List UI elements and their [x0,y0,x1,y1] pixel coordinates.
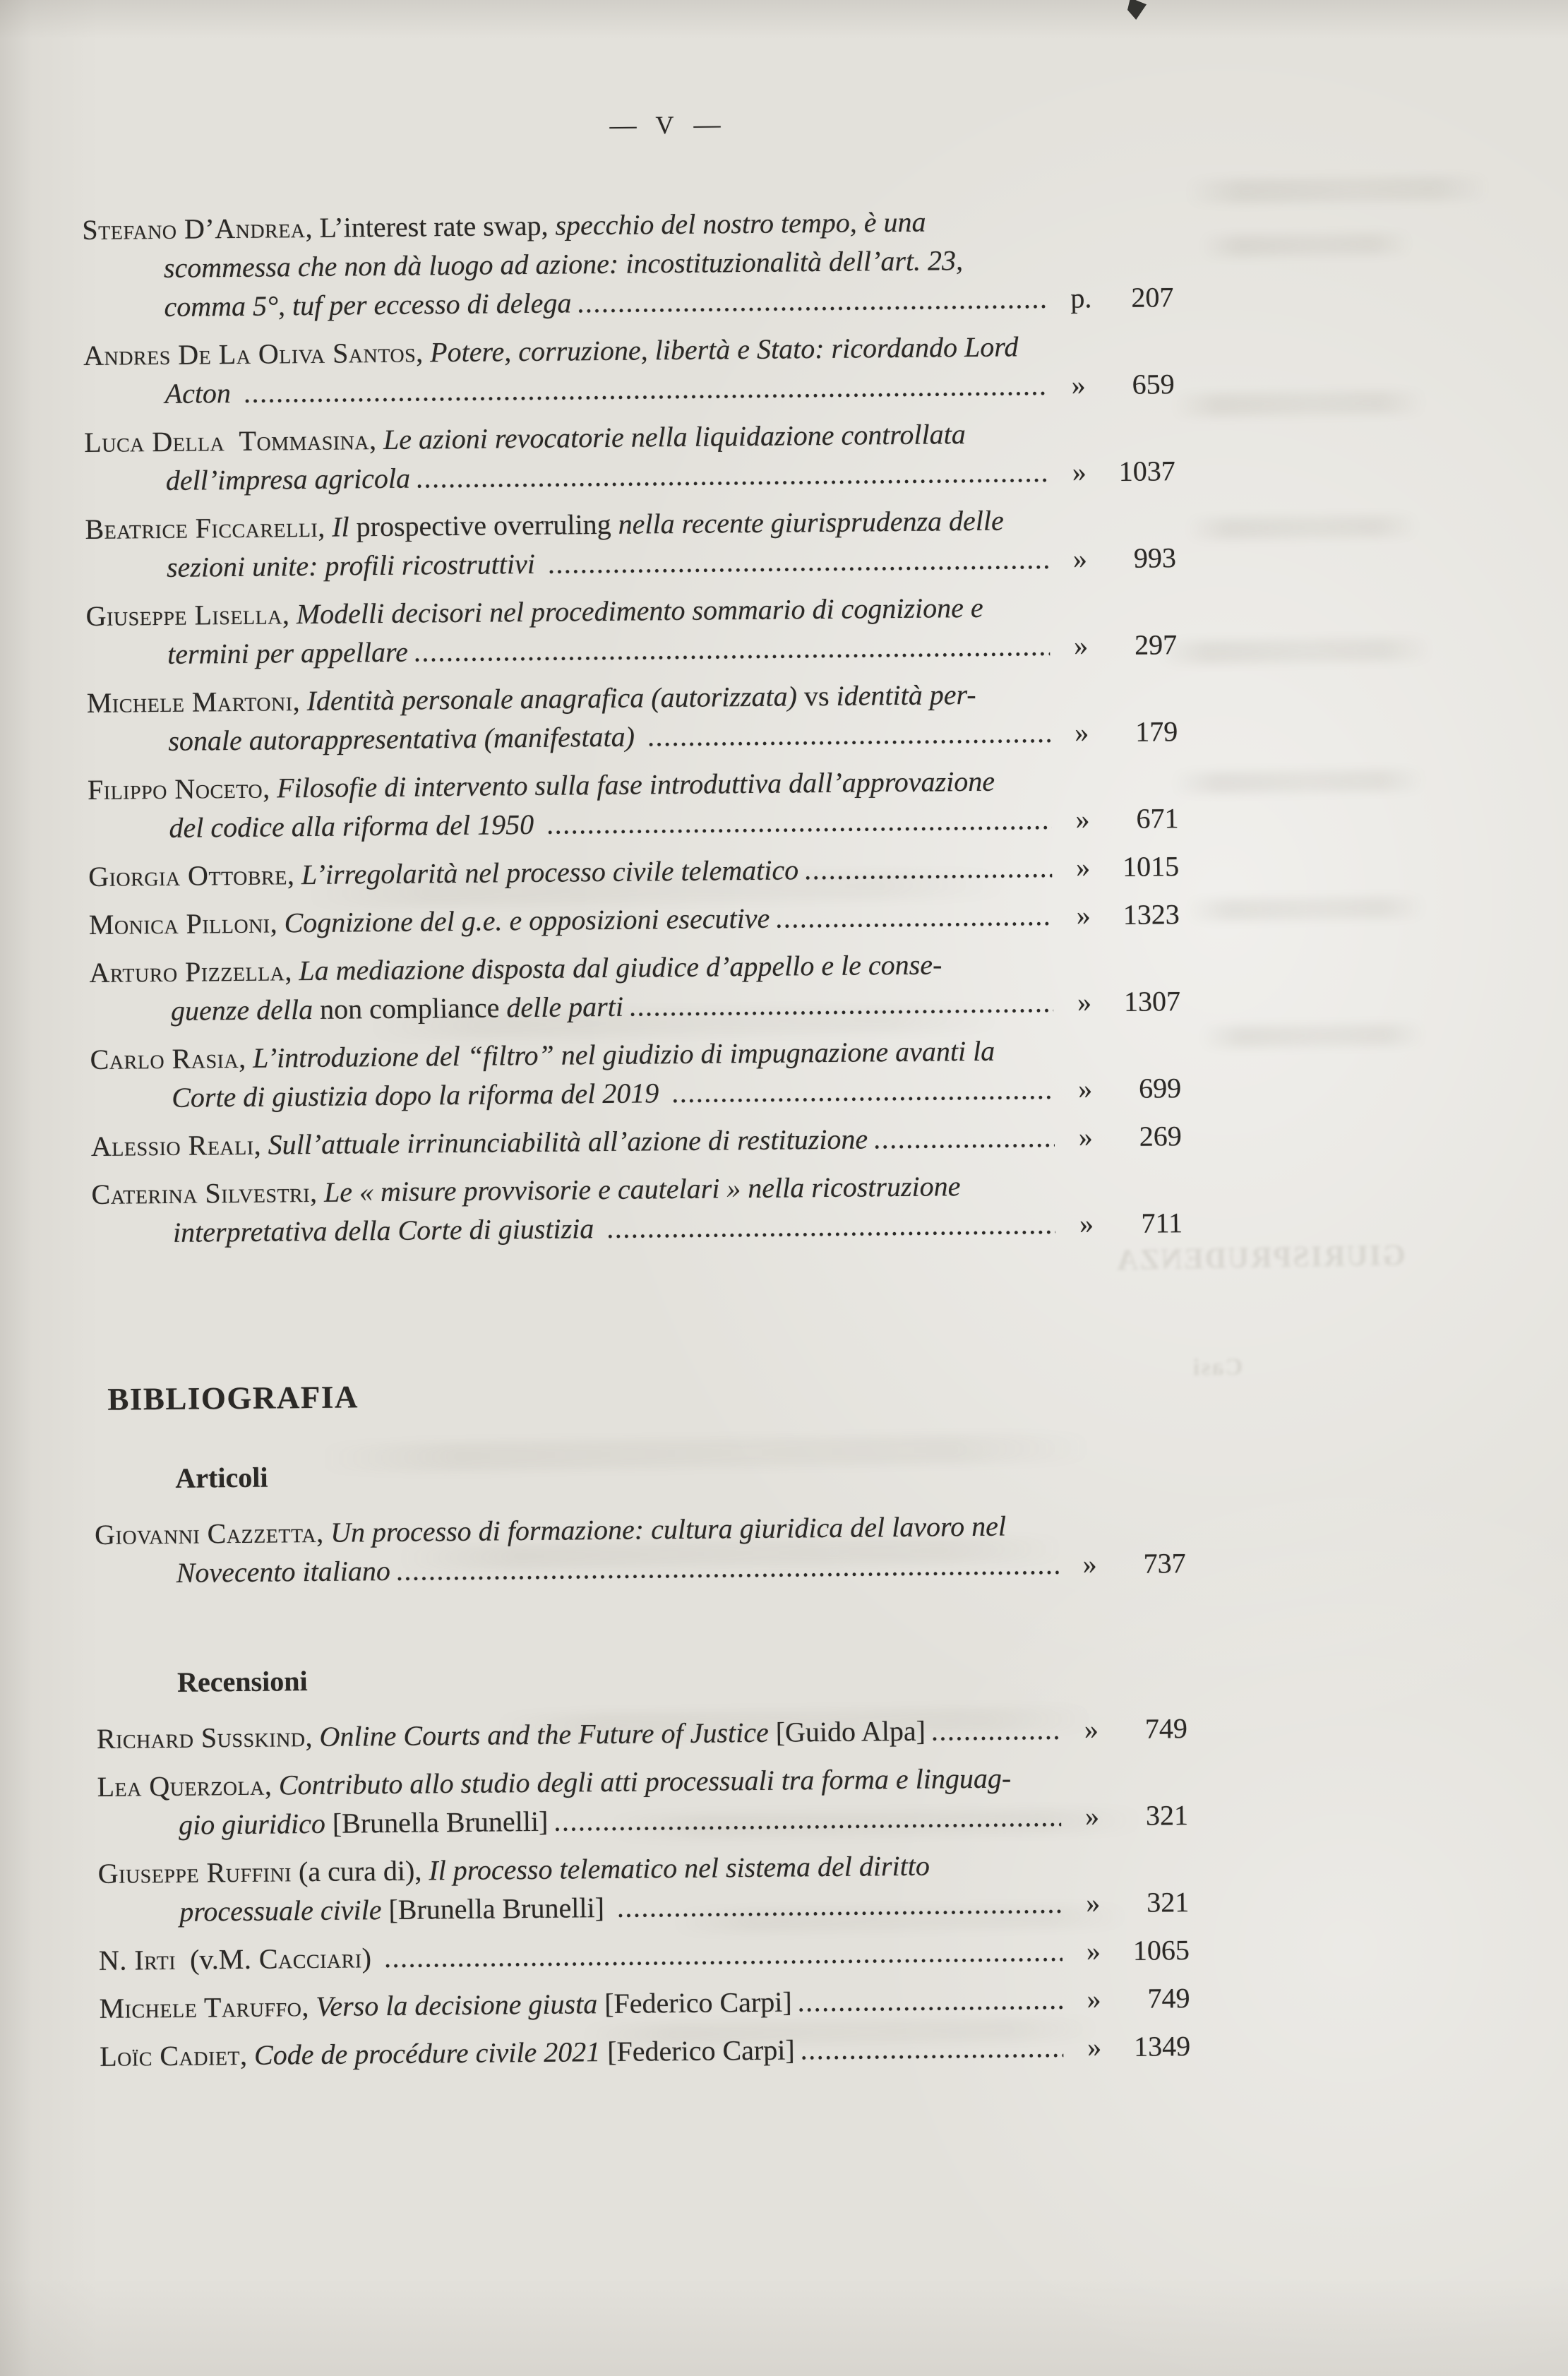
dot-leader [800,2028,1063,2070]
entry-title-text: La mediazione disposta dal giudice d’appello e le conse- [299,948,942,987]
page-number: 659 [1132,368,1175,400]
entry-line-text [84,418,966,458]
entry-title-text: prospective overruling [356,508,611,543]
entry-line-text [89,899,770,944]
author-name: Michele Martoni [86,685,293,720]
page-number: 179 [1135,715,1178,748]
entry-title-text: sezioni unite: profili ricostruttivi [166,547,543,583]
page-column-marker: » [1075,851,1091,883]
entry-title-text: ) [361,1942,379,1974]
entry-title-text: [Brunella Brunelli] [381,1891,612,1926]
toc-entry [85,499,1176,587]
entry-line-text [89,948,942,989]
toc-entry [99,1978,1190,2028]
entry-title-text: comma 5°, tuf per eccesso di delega [164,287,572,323]
author-name: Luca Della Tommasina [84,424,370,459]
dot-leader [804,848,1053,889]
toc-entry-line [99,1930,1190,1980]
page-number: 711 [1141,1207,1183,1239]
toc-entry [89,943,1180,1031]
toc-entry [83,326,1175,414]
toc-entry [88,847,1179,896]
entry-line-text [164,374,238,413]
page-number: 297 [1134,628,1178,661]
page-number: 699 [1138,1072,1182,1104]
dot-leader [548,539,1050,583]
toc-entry [99,1930,1190,1980]
entry-title-text: (v. [175,1943,220,1976]
entry-line-text [87,679,976,719]
page-column-marker: » [1084,1800,1100,1832]
page-number: 1323 [1123,898,1180,931]
entry-line-text [169,805,541,847]
entry-title-text: , [270,907,285,939]
page-number: 671 [1136,802,1179,835]
page-number: 749 [1144,1712,1188,1745]
entry-line-text [164,244,964,284]
entry-line-text [88,765,995,806]
entry-title-text: , [292,685,307,717]
entry-title-text: interpretativa della Corte di giustizia [172,1212,602,1248]
dot-leader [629,983,1054,1026]
toc-entry-line [100,2026,1190,2076]
page-number: 269 [1139,1120,1183,1152]
dot-leader [384,1932,1063,1977]
entry-line-text [91,1170,960,1210]
entry-title-text: termini per appellare [167,635,409,670]
toc-entry-line [89,895,1180,944]
entry-title-text: Sull’attuale irrinunciabilità all’azione di restituzione [268,1123,868,1161]
entry-title-text: Code de procédure civile 2021 [253,2036,601,2071]
page-column-marker: » [1082,1548,1097,1580]
entry-title-text: sonale autorappresentativa (manifestata) [168,720,642,757]
entry-line-text [99,1983,792,2028]
dot-leader [775,896,1053,938]
entry-line-text [164,283,571,326]
dot-leader [606,1205,1055,1248]
entry-line-text [172,1073,666,1117]
entry-title-text: , [415,336,431,369]
entry-title-text: L’irregolarità nel processo civile telematico [301,854,799,891]
toc-entry [90,1029,1181,1118]
entry-title-text: gio giuridico [178,1807,326,1841]
entry-title-text: specchio del nostro tempo, è una [555,205,926,241]
entry-line-text [167,633,408,674]
entry-line-text [91,1119,868,1166]
author-name: Andres De La Oliva Santos [83,336,417,372]
entry-title-text: Potere, corruzione, libertà e Stato: ricordando Lord [429,330,1019,369]
toc-entry [82,200,1174,327]
entry-title-text: , [287,859,302,891]
author-name: Loïc Cadiet [100,2039,241,2072]
author-name: Stefano D’Andrea [82,212,306,246]
header-dash-right: — [693,109,722,140]
entry-title-text: processuale civile [179,1894,382,1928]
toc-entry [91,1164,1183,1253]
author-name: M. Cacciari [218,1942,362,1976]
entry-title-text: , [238,1041,253,1074]
entry-title-text: scommessa che non dà luogo ad azione: incostituzionalità dell’art. 23, [163,244,964,284]
toc-entry [85,586,1177,674]
author-name: Giovanni Cazzetta [94,1516,317,1551]
page-column-marker: » [1072,455,1087,488]
toc-entry-line [88,847,1179,896]
author-name: Richard Susskind [96,1721,306,1755]
entry-title-text: [Federico Carpi] [597,1986,792,2020]
entry-title-text: , [369,423,384,456]
entry-title-text: Verso la decisione giusta [316,1988,598,2022]
page-column-marker: » [1075,716,1089,748]
dot-leader [244,366,1048,412]
dot-leader [931,1710,1060,1750]
dot-leader [617,1884,1063,1927]
dot-leader [396,1545,1059,1590]
entry-title-text: [Brunella Brunelli] [325,1805,549,1839]
entry-line-text [85,505,1004,545]
entry-title-text: , [305,1720,320,1753]
entry-title-text: non compliance [319,991,500,1025]
entry-title-text: , [317,511,333,543]
toc-entries [82,198,1356,2076]
entry-line-text [98,1850,930,1890]
entry-line-text [100,2030,795,2075]
entry-title-text: Acton [164,376,239,410]
entry-line-text [173,1209,602,1252]
entry-title-text: dell’impresa agricola [165,462,411,496]
entry-title-text: nella recente giurisprudenza delle [611,504,1004,540]
entry-title-text: (a cura di), [291,1854,429,1888]
entry-title-text: delle parti [499,990,624,1024]
entry-title-text: identità per- [829,678,976,712]
dot-leader [873,1118,1055,1158]
entry-title-text: Identità personale anagrafica (autorizzata) [306,680,805,717]
entry-title-text: , [309,1176,325,1209]
toc-entry-line [99,1978,1190,2028]
page-column-marker: » [1075,803,1090,835]
dot-leader [414,626,1051,671]
dot-leader [416,453,1048,498]
entry-title-text: Le azioni revocatorie nella liquidazione controllata [383,418,966,455]
toc-entry [95,1505,1186,1593]
page-roman-numeral: V [655,110,676,140]
entry-title-text: , [253,1128,268,1161]
entry-title-text: Corte di giustizia dopo la riforma del 2019 [171,1077,666,1114]
entry-title-text: , [285,955,299,987]
entry-line-text [90,1035,995,1075]
entry-line-text [168,717,642,760]
toc-entry [97,1709,1187,1758]
entry-line-text [179,1802,549,1844]
page-column-marker: » [1078,1121,1094,1153]
page-column-marker: » [1079,1207,1094,1240]
entry-line-text [167,544,542,587]
toc-entry-line [91,1116,1182,1166]
page-column-marker: p. [1070,282,1092,314]
page-number: 749 [1147,1982,1190,2014]
entry-title-text: , [301,1990,316,2023]
author-name: Giuseppe Lisella [85,598,283,633]
author-name: Filippo Noceto [87,772,263,806]
entry-title-text: Cognizione del g.e. e opposizioni esecutive [284,902,770,939]
toc-entry-line [97,1709,1187,1758]
page-number: 207 [1131,281,1174,314]
page-column-marker: » [1071,369,1086,401]
author-name: Beatrice Ficcarelli [85,511,318,546]
author-name: Giorgia Ottobre [88,859,288,893]
bleed-through-text: GIURISPRUDENZA [1115,1239,1406,1277]
bleed-through-text: Casi [1191,1354,1243,1381]
toc-entry [89,895,1180,944]
entry-title-text: del codice alla riforma del 1950 [169,808,541,844]
entry-line-text [176,1551,390,1592]
page-number: 321 [1146,1886,1190,1918]
entry-title-text: , [316,1516,331,1548]
page-column-marker: » [1085,1887,1101,1919]
author-name: Alessio Reali [90,1128,254,1162]
page-number: 737 [1143,1547,1186,1580]
entry-title-text: , L’interest rate swap, [305,209,556,244]
page-number: 993 [1133,542,1177,574]
entry-line-text [97,1762,1011,1803]
page-column-marker: » [1077,1073,1093,1105]
page-number: 1037 [1118,455,1175,487]
toc-entry [97,1757,1188,1845]
entry-line-text [99,1938,379,1980]
author-name: Giuseppe Ruffini [97,1856,292,1890]
section-heading-bibliografia: BIBLIOGRAFIA [107,1379,359,1417]
toc-entry [87,673,1178,761]
page-number: 1349 [1133,2030,1191,2062]
entry-title-text: Le « misure provvisorie e cautelari » nella ricostruzione [323,1170,961,1208]
entry-line-text [166,459,411,500]
toc-entry [100,2026,1190,2076]
author-name: Monica Pilloni [88,907,270,941]
page-number: 1015 [1122,850,1180,883]
dot-leader [647,713,1051,756]
toc-entry [91,1116,1182,1166]
page-column-marker: » [1087,1983,1101,2015]
entry-title-text: Novecento italiano [176,1554,391,1589]
entry-title-text: Contributo allo studio degli atti processuali tra forma e linguag- [278,1762,1012,1801]
page-column-marker: » [1073,629,1089,662]
toc-entry [97,1844,1189,1932]
page-number: 1065 [1132,1934,1190,1966]
toc-entry [84,412,1175,501]
dot-leader [797,1980,1063,2022]
page-column-marker: » [1084,1713,1099,1745]
page-number: 321 [1145,1799,1189,1832]
entry-title-text: [Guido Alpa] [768,1714,926,1748]
author-name: Lea Querzola [97,1769,265,1803]
entry-title-text: L’introduzione del “filtro” nel giudizio di impugnazione avanti la [252,1034,995,1074]
entry-title-text: , [264,1769,280,1801]
entry-title-text: vs [803,679,830,712]
entry-title-text: Un processo di formazione: cultura giuridica del lavoro nel [330,1510,1007,1548]
author-name: Caterina Silvestri [91,1176,311,1210]
page-column-marker: » [1077,986,1092,1018]
entry-line-text [83,330,1019,371]
entry-line-text [85,592,983,632]
author-name: Carlo Rasia [90,1041,239,1075]
dot-leader [577,279,1047,322]
entry-line-text [82,206,926,246]
entry-title-text: Il [331,511,357,543]
entry-title-text: , [239,2038,255,2072]
page-number-header [120,101,1211,150]
section-heading-articoli: Articoli [175,1461,268,1494]
entry-title-text: , [282,598,297,631]
page-column-marker: » [1087,2031,1102,2063]
header-dash-left: — [609,110,638,141]
entry-title-text: , [262,772,277,804]
author-name: Michele Taruffo [99,1990,302,2024]
entry-title-text: Filosofie di intervento sulla fase introduttiva dall’approvazione [276,765,995,804]
entry-line-text [179,1888,611,1931]
entry-line-text [171,987,623,1030]
dot-leader [671,1070,1054,1112]
entry-line-text [95,1510,1006,1551]
toc-entry [88,760,1179,848]
entry-title-text: [Federico Carpi] [600,2034,795,2068]
entry-title-text: Modelli decisori nel procedimento sommario di cognizione e [296,591,983,631]
author-name: Arturo Pizzella [89,955,285,989]
page-column-marker: » [1086,1935,1101,1967]
entry-line-text [88,850,798,896]
page-column-marker: » [1072,542,1088,575]
entry-line-text [97,1712,926,1758]
dot-leader [546,800,1052,844]
dot-leader [553,1797,1061,1841]
section-heading-recensioni: Recensioni [176,1665,308,1698]
author-name: N. Irti [98,1943,176,1976]
entry-title-text: guenze della [170,993,321,1027]
page-number: 1307 [1123,985,1181,1017]
entry-title-text: Online Courts and the Future of Justice [319,1716,769,1753]
page-column-marker: » [1076,899,1091,931]
entry-title-text: Il processo telematico nel sistema del diritto [429,1849,930,1887]
